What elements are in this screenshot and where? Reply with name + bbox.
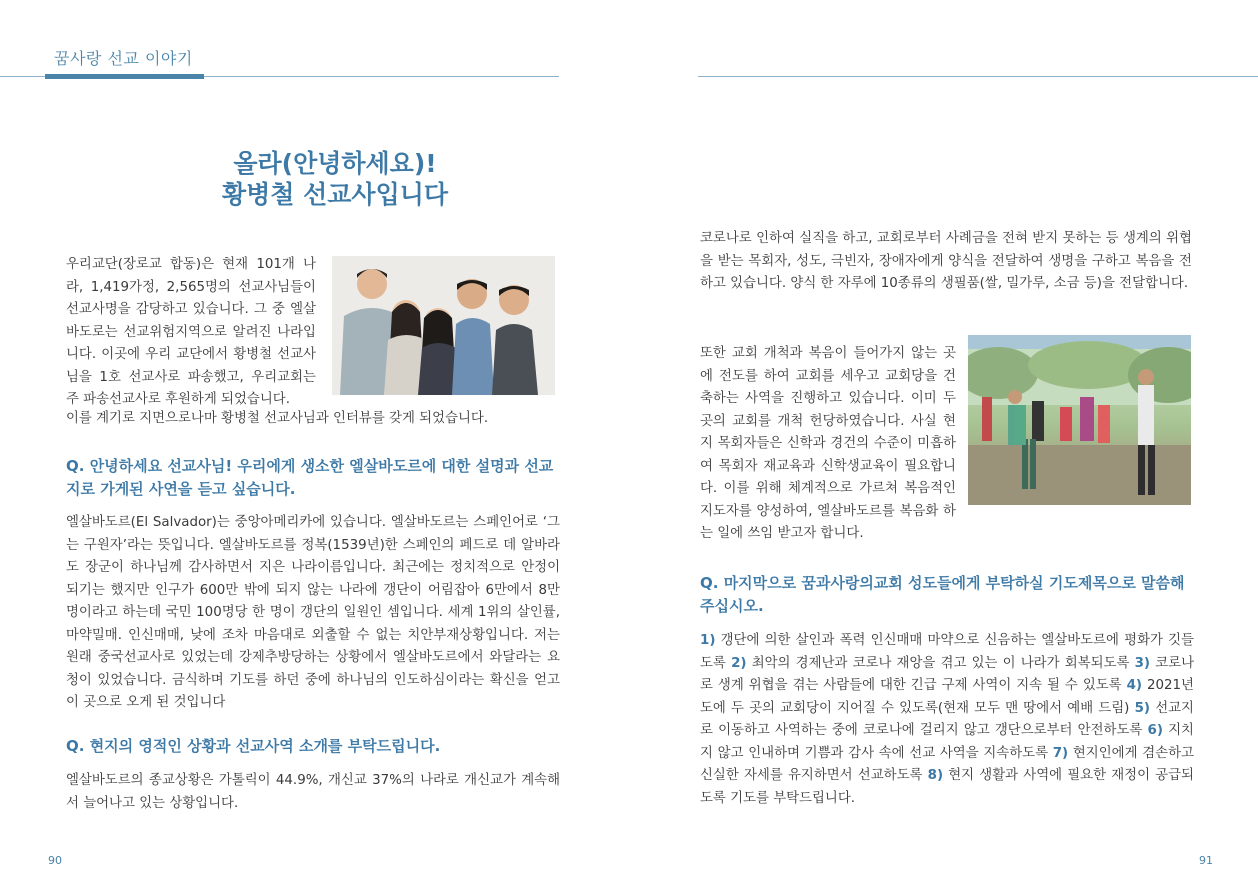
prayer-text: 최악의 경제난과 코로나 재앙을 겪고 있는 이 나라가 회복되도록 [751, 655, 1130, 671]
prayer-num: 3) [1134, 655, 1151, 671]
prayer-text: 선교지로 이동하고 사역하는 중에 코로나에 걸리지 않고 갱단으로부터 안전하도록 [700, 700, 1194, 738]
question-1 [66, 455, 560, 501]
question-mark-1: Q. [66, 457, 85, 475]
prayer-text: 현지 생활과 사역에 필요한 재정이 공급되도록 기도를 부탁드립니다. [700, 768, 1194, 806]
prayer-text: 현지인에게 겸손하고 신실한 자세를 유지하면서 선교하도록 [700, 745, 1194, 783]
prayer-num: 5) [1134, 700, 1151, 716]
relief-paragraph: 코로나로 인하여 실직을 하고, 교회로부터 사례금을 전혀 받지 못하는 등 생계의 위협을 받는 목회자, 성도, 극빈자, 장애자에게 양식을 전달하여 생명을 구하고 복음을 전하고 있습니다. 양식 한 자루에 10종류의 생필품(쌀, 밀가루, 소금 등)을 전달합니다. [700, 231, 1192, 291]
question-mark-2: Q. [66, 737, 85, 755]
church-planting-paragraph: 또한 교회 개척과 복음이 들어가지 않는 곳에 전도를 하여 교회를 세우고 교회당을 건축하는 사역을 진행하고 있습니다. 이미 두 곳의 교회를 개척 헌당하였습니다. 사실 현지 목회자들은 신학과 경건의 수준이 미흡하여 목회자 재교육과 신학생교육이 필요합니다. 이를 위해 체계적으로 가르쳐 복음적인 지도자를 양성하여, 엘살바도르를 복음화 하는 일에 쓰임 받고자 합니다. [700, 346, 956, 541]
page-number-left: 90 [48, 854, 62, 867]
question-2 [66, 735, 560, 758]
page-number-right: 91 [1199, 854, 1213, 867]
answer-1: 엘살바도르(El Salvador)는 중앙아메리카에 있습니다. 엘살바도르는 스페인어로 ‘그는 구원자’라는 뜻입니다. 엘살바도르를 정복(1539년)한 스페인의 페드로 데 알바라도 장군이 하나님께 감사하면서 지은 나라이름입니다. 최근에는 정치적으로 안정이 되기는 했지만 인구가 600만 밖에 되지 않는 나라에 갱단이 어림잡아 6만에서 8만 명이라고 하는데 국민 100명당 한 명이 갱단의 일원인 셈입니다. 세계 1위의 살인률, 마약밀매. 인신매매, 낮에 조차 마음대로 외출할 수 없는 치안부재상황입니다. 저는 원래 중국선교사로 있었는데 강제추방당하는 상황에서 엘살바도르에서 와달라는 요청이 있었습니다. 금식하며 기도를 하던 중에 하나님의 인도하심이라는 확신을 얻고 이 곳으로 오게 된 것입니다 [66, 515, 560, 710]
family-photo-illustration [332, 256, 555, 395]
title-line-1: 올라(안녕하세요)! [233, 149, 437, 178]
prayer-num: 6) [1147, 723, 1163, 738]
answer-2: 엘살바도르의 종교상황은 가톨릭이 44.9%, 개신교 37%의 나라로 개신교가 계속해서 늘어나고 있는 상황입니다. [66, 773, 560, 811]
prayer-text: 코로나로 생계 위협을 겪는 사람들에 대한 긴급 구제 사역이 지속 될 수 있도록 [700, 655, 1195, 693]
prayer-text: 2021년도에 두 곳의 교회당이 지어질 수 있도록(현재 모두 맨 땅에서 예배 드림) [700, 678, 1194, 716]
mission-photo-illustration [968, 335, 1191, 505]
question-3-text: 마지막으로 꿈과사랑의교회 성도들에게 부탁하실 기도제목으로 말씀해 주십시오. [700, 574, 1185, 615]
header-rule-accent [45, 74, 204, 79]
header-rule-right [698, 76, 1258, 77]
prayer-num: 1) [700, 633, 716, 648]
question-mark-3: Q. [700, 574, 719, 592]
article-title [150, 148, 520, 210]
prayer-text: 갱단에 의한 살인과 폭력 인신매매 마약으로 신음하는 엘살바도르에 평화가 깃들도록 [700, 633, 1194, 671]
question-2-text: 현지의 영적인 상황과 선교사역 소개를 부탁드립니다. [89, 737, 441, 755]
prayer-num: 8) [927, 768, 944, 783]
family-photo [332, 256, 555, 395]
prayer-num: 2) [731, 655, 747, 671]
prayer-text: 지치지 않고 인내하며 기쁨과 감사 속에 선교 사역을 지속하도록 [700, 723, 1194, 761]
mission-photo [968, 335, 1191, 505]
question-3 [700, 572, 1194, 618]
prayer-list [700, 630, 1194, 810]
section-title: 꿈사랑 선교 이야기 [54, 49, 193, 68]
prayer-num: 7) [1052, 745, 1069, 761]
title-line-2: 황병철 선교사입니다 [221, 180, 449, 209]
intro-tail: 이를 계기로 지면으로나마 황병철 선교사님과 인터뷰를 갖게 되었습니다. [66, 411, 489, 426]
prayer-num: 4) [1126, 678, 1143, 693]
intro-paragraph: 우리교단(장로교 합동)은 현재 101개 나라, 1,419가정, 2,565명의 선교사님들이 선교사명을 감당하고 있습니다. 그 중 엘살바도로는 선교위험지역으로 알려진 나라입니다. 이곳에 우리 교단에서 황병철 선교사님을 1호 선교사로 파송했고, 우리교회는 주 파송선교사로 후원하게 되었습니다. [66, 257, 316, 407]
question-1-text: 안녕하세요 선교사님! 우리에게 생소한 엘살바도르에 대한 설명과 선교지로 가게된 사연을 듣고 싶습니다. [66, 457, 554, 498]
